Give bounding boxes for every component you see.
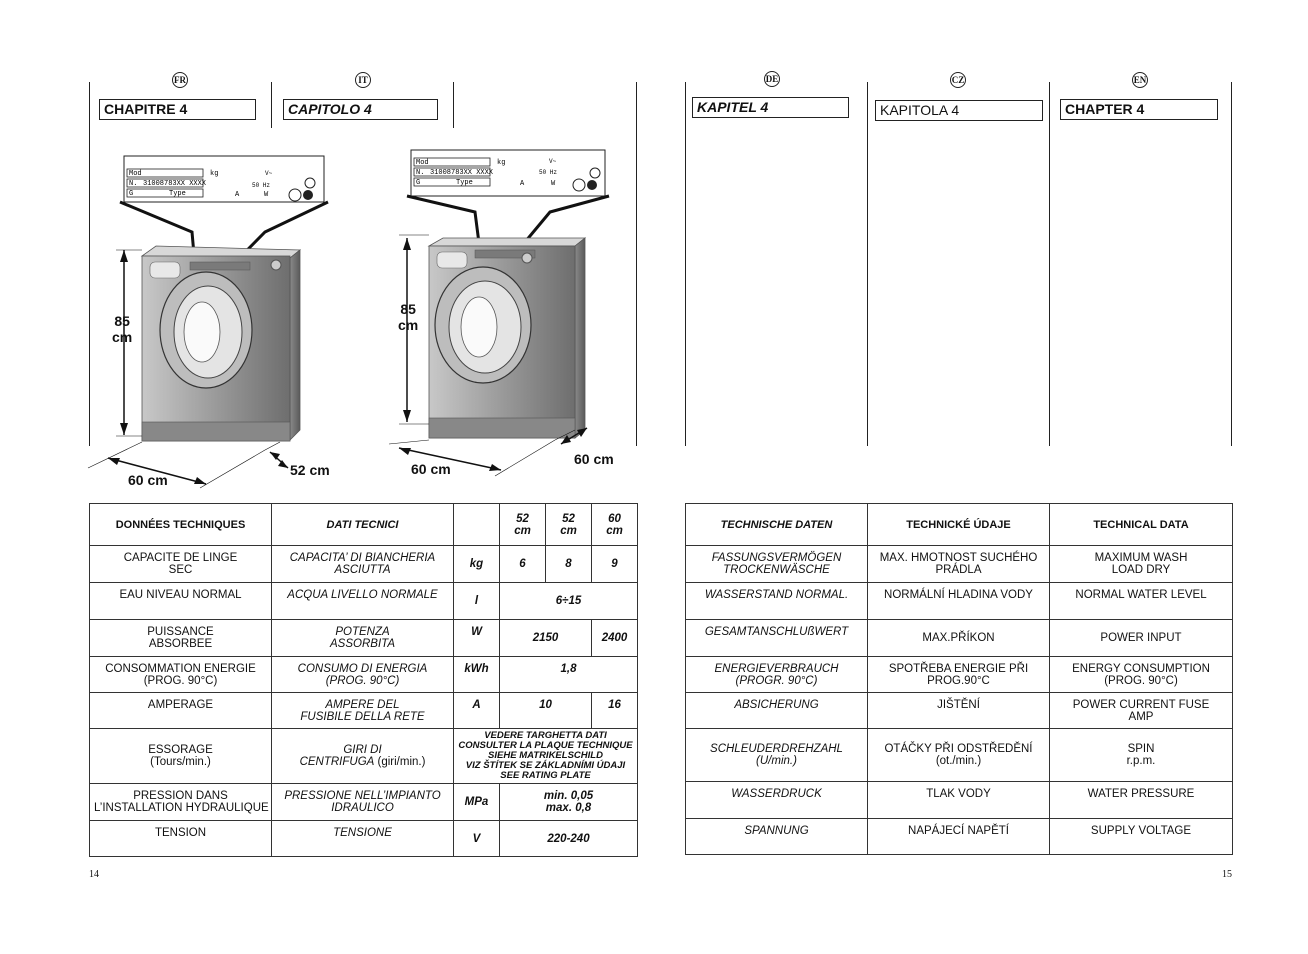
row-cz: NORMÁLNÍ HLADINA VODY: [868, 583, 1050, 620]
chapter-title-it: CAPITOLO 4: [283, 99, 438, 120]
row-value: min. 0,05 max. 0,8: [500, 784, 638, 821]
language-badge-cz: CZ: [950, 72, 966, 88]
row-de: WASSERDRUCK: [686, 782, 868, 819]
plate-n: N.: [416, 169, 425, 177]
row-fr: PRESSION DANS L’INSTALLATION HYDRAULIQUE: [90, 784, 272, 821]
row-it: AMPERE DEL FUSIBILE DELLA RETE: [272, 693, 454, 729]
plate-w: W: [551, 180, 556, 188]
chapter-title-cz: KAPITOLA 4: [875, 100, 1043, 121]
row-cz: NAPÁJECÍ NAPĚTÍ: [868, 819, 1050, 855]
chapter-title-fr: CHAPITRE 4: [99, 99, 256, 120]
column-rule: [636, 82, 637, 446]
column-rule: [1231, 82, 1232, 446]
row-it: POTENZA ASSORBITA: [272, 620, 454, 657]
row-de: ABSICHERUNG: [686, 693, 868, 729]
dimension-depth-right: 60 cm: [574, 451, 614, 467]
plate-v: V~: [265, 170, 273, 177]
dimension-height-left: 85 cm: [112, 313, 133, 345]
language-badge-de: DE: [764, 71, 780, 87]
row-value: 10: [500, 693, 592, 729]
row-de: ENERGIEVERBRAUCH (PROGR. 90°C): [686, 657, 868, 693]
row-value: 6: [500, 546, 546, 583]
plate-a: A: [520, 180, 525, 188]
page-number-left: 14: [89, 869, 99, 880]
row-value: 1,8: [500, 657, 638, 693]
row-fr: PUISSANCE ABSORBEE: [90, 620, 272, 657]
column-rule: [685, 82, 686, 446]
row-en: SUPPLY VOLTAGE: [1050, 819, 1233, 855]
plate-v: V~: [549, 158, 557, 165]
header-it: DATI TECNICI: [272, 504, 454, 546]
chapter-title-en: CHAPTER 4: [1060, 99, 1218, 120]
plate-type: Type: [169, 190, 186, 198]
row-value: 220-240: [500, 821, 638, 857]
row-it: [272, 729, 454, 784]
row-it-part: (giri/min.): [374, 756, 426, 768]
row-unit: MPa: [454, 784, 500, 821]
header-unit: [454, 504, 500, 546]
plate-n: N.: [129, 180, 138, 188]
row-fr: EAU NIVEAU NORMAL: [90, 583, 272, 620]
technical-data-table-fr-it: [89, 503, 638, 857]
row-cz: TLAK VODY: [868, 782, 1050, 819]
column-rule: [271, 82, 272, 128]
row-de: SPANNUNG: [686, 819, 868, 855]
header-de: TECHNISCHE DATEN: [686, 504, 868, 546]
row-en: SPIN r.p.m.: [1050, 729, 1233, 782]
header-fr: DONNÉES TECHNIQUES: [90, 504, 272, 546]
row-value: 8: [546, 546, 592, 583]
row-en: NORMAL WATER LEVEL: [1050, 583, 1233, 620]
row-unit: V: [454, 821, 500, 857]
language-badge-en: EN: [1132, 72, 1148, 88]
row-fr: ESSORAGE (Tours/min.): [90, 729, 272, 784]
row-value: 9: [592, 546, 638, 583]
row-fr: CAPACITE DE LINGE SEC: [90, 546, 272, 583]
row-en: WATER PRESSURE: [1050, 782, 1233, 819]
row-it: PRESSIONE NELL’IMPIANTO IDRAULICO: [272, 784, 454, 821]
column-rule: [867, 82, 868, 446]
row-fr: AMPERAGE: [90, 693, 272, 729]
technical-data-table-de-cz-en: [685, 503, 1233, 855]
row-en: ENERGY CONSUMPTION (PROG. 90°C): [1050, 657, 1233, 693]
plate-mod: Mod: [129, 170, 142, 178]
row-en: POWER CURRENT FUSE AMP: [1050, 693, 1233, 729]
plate-g: G: [416, 179, 421, 187]
rating-plate-note: VEDERE TARGHETTA DATI CONSULTER LA PLAQUE TECHNIQUE SIEHE MATRIKELSCHILD VIZ ŠTÍTEK SE ZÁKLADNÍMI ÚDAJI SEE RATING PLATE: [454, 729, 638, 784]
plate-g: G: [129, 190, 134, 198]
row-de: GESAMTANSCHLUßWERT: [686, 620, 868, 657]
plate-serial: 31008783XX XXXX: [430, 169, 494, 177]
row-fr: CONSOMMATION ENERGIE (PROG. 90°C): [90, 657, 272, 693]
dimension-depth-left: 52 cm: [290, 462, 330, 478]
language-badge-fr: FR: [172, 72, 188, 88]
row-en: MAXIMUM WASH LOAD DRY: [1050, 546, 1233, 583]
row-en: POWER INPUT: [1050, 620, 1233, 657]
plate-w: W: [264, 191, 269, 199]
row-value: 2150: [500, 620, 592, 657]
page-number-right: 15: [1222, 869, 1232, 880]
row-cz: MAX. HMOTNOST SUCHÉHO PRÁDLA: [868, 546, 1050, 583]
row-cz: OTÁČKY PŘI ODSTŘEDĚNÍ (ot./min.): [868, 729, 1050, 782]
row-cz: SPOTŘEBA ENERGIE PŘI PROG.90°C: [868, 657, 1050, 693]
plate-hz: 50 Hz: [252, 182, 271, 189]
column-rule: [453, 82, 454, 128]
dimension-width-right: 60 cm: [411, 461, 451, 477]
plate-mod: Mod: [416, 159, 429, 167]
row-de: FASSUNGSVERMÖGEN TROCKENWÄSCHE: [686, 546, 868, 583]
row-it: ACQUA LIVELLO NORMALE: [272, 583, 454, 620]
row-it: TENSIONE: [272, 821, 454, 857]
plate-serial: 31008783XX XXXX: [143, 180, 207, 188]
rating-plate: [411, 150, 605, 196]
column-rule: [1049, 82, 1050, 446]
plate-kg: kg: [497, 159, 506, 167]
dimension-height-right: 85 cm: [398, 301, 419, 333]
header-model-3: 60 cm: [592, 504, 638, 546]
row-fr: TENSION: [90, 821, 272, 857]
row-unit: A: [454, 693, 500, 729]
row-it-part: GIRI DI: [343, 744, 382, 756]
chapter-title-de: KAPITEL 4: [692, 97, 849, 118]
header-en: TECHNICAL DATA: [1050, 504, 1233, 546]
row-value: 16: [592, 693, 638, 729]
row-unit: W: [454, 620, 500, 657]
row-unit: l: [454, 583, 500, 620]
row-value: 6÷15: [500, 583, 638, 620]
row-unit: kg: [454, 546, 500, 583]
plate-a: A: [235, 191, 240, 199]
row-it: CONSUMO DI ENERGIA (PROG. 90°C): [272, 657, 454, 693]
row-de: WASSERSTAND NORMAL.: [686, 583, 868, 620]
row-value: 2400: [592, 620, 638, 657]
plate-kg: kg: [210, 170, 219, 178]
row-cz: MAX.PŘÍKON: [868, 620, 1050, 657]
language-badge-it: IT: [355, 72, 371, 88]
row-it-part: CENTRIFUGA: [299, 756, 375, 768]
header-cz: TECHNICKÉ ÚDAJE: [868, 504, 1050, 546]
row-de: SCHLEUDERDREHZAHL (U/min.): [686, 729, 868, 782]
row-cz: JIŠTĚNÍ: [868, 693, 1050, 729]
header-model-1: 52 cm: [500, 504, 546, 546]
dimension-width-left: 60 cm: [128, 472, 168, 488]
header-model-2: 52 cm: [546, 504, 592, 546]
rating-plate: [124, 156, 324, 202]
row-unit: kWh: [454, 657, 500, 693]
row-it: CAPACITA’ DI BIANCHERIA ASCIUTTA: [272, 546, 454, 583]
plate-type: Type: [456, 179, 473, 187]
plate-hz: 50 Hz: [539, 169, 558, 176]
